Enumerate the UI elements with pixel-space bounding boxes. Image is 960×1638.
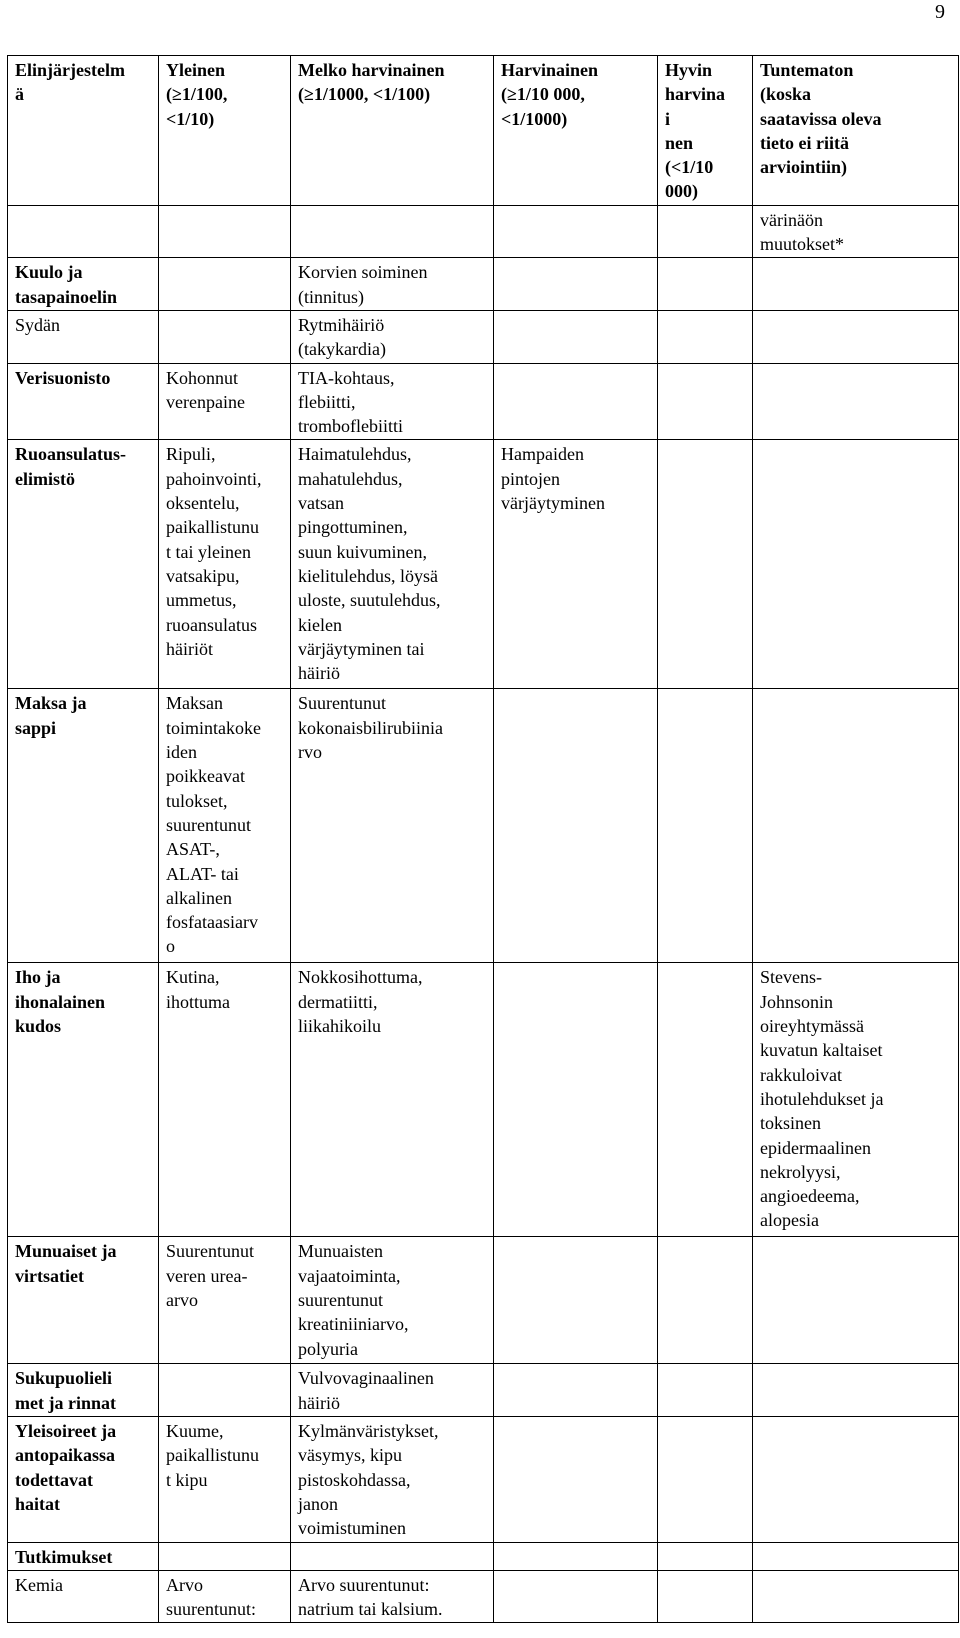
- very-rare-cell: [658, 1237, 753, 1364]
- very-rare-cell: [658, 689, 753, 963]
- organ-cell: Maksa ja sappi: [8, 689, 159, 963]
- organ-cell: Kemia: [8, 1570, 159, 1623]
- organ-cell: Tutkimukset: [8, 1542, 159, 1570]
- page-number: 9: [935, 1, 945, 23]
- very-rare-cell: [658, 1364, 753, 1417]
- rare-cell: [494, 310, 658, 363]
- unknown-cell: [753, 689, 959, 963]
- organ-cell: Yleisoireet ja antopaikassa todettavat haitat: [8, 1417, 159, 1542]
- table-row: [8, 1237, 959, 1364]
- organ-cell: Sukupuolieli met ja rinnat: [8, 1364, 159, 1417]
- rare-cell: [494, 689, 658, 963]
- uncommon-cell: Haimatulehdus, mahatulehdus, vatsan pingottuminen, suun kuivuminen, kielitulehdus, löysä uloste, suutulehdus, kielen värjäytyminen tai häiriö: [291, 440, 494, 689]
- unknown-cell: värinäön muutokset*: [753, 205, 959, 258]
- common-cell: Suurentunut veren urea- arvo: [159, 1237, 291, 1364]
- unknown-cell: [753, 1364, 959, 1417]
- rare-cell: [494, 1237, 658, 1364]
- table-row: [8, 205, 959, 258]
- uncommon-cell: Rytmihäiriö (takykardia): [291, 310, 494, 363]
- uncommon-cell: Arvo suurentunut: natrium tai kalsium.: [291, 1570, 494, 1623]
- rare-cell: [494, 363, 658, 440]
- uncommon-cell: Korvien soiminen (tinnitus): [291, 258, 494, 311]
- table-row: [8, 310, 959, 363]
- table-row: [8, 1364, 959, 1417]
- very-rare-cell: [658, 1542, 753, 1570]
- header-common: Yleinen (≥1/100, <1/10): [159, 56, 291, 206]
- organ-cell: Sydän: [8, 310, 159, 363]
- table-row: [8, 689, 959, 963]
- organ-cell: [8, 205, 159, 258]
- uncommon-cell: Kylmänväristykset, väsymys, kipu pistoskohdassa, janon voimistuminen: [291, 1417, 494, 1542]
- uncommon-cell: Suurentunut kokonaisbilirubiinia rvo: [291, 689, 494, 963]
- header-rare: Harvinainen (≥1/10 000, <1/1000): [494, 56, 658, 206]
- header-very-rare: Hyvin harvina i nen (<1/10 000): [658, 56, 753, 206]
- rare-cell: [494, 1417, 658, 1542]
- header-organ-system: Elinjärjestelm ä: [8, 56, 159, 206]
- header-unknown: Tuntematon (koska saatavissa oleva tieto ei riitä arviointiin): [753, 56, 959, 206]
- very-rare-cell: [658, 963, 753, 1237]
- rare-cell: [494, 205, 658, 258]
- common-cell: Ripuli, pahoinvointi, oksentelu, paikallistunu t tai yleinen vatsakipu, ummetus, ruoansulatus häiriöt: [159, 440, 291, 689]
- unknown-cell: [753, 1237, 959, 1364]
- header-uncommon: Melko harvinainen (≥1/1000, <1/100): [291, 56, 494, 206]
- rare-cell: [494, 1570, 658, 1623]
- unknown-cell: [753, 310, 959, 363]
- very-rare-cell: [658, 1570, 753, 1623]
- organ-cell: Kuulo ja tasapainoelin: [8, 258, 159, 311]
- uncommon-cell: Vulvovaginaalinen häiriö: [291, 1364, 494, 1417]
- table-row: [8, 963, 959, 1237]
- rare-cell: Hampaiden pintojen värjäytyminen: [494, 440, 658, 689]
- organ-cell: Iho ja ihonalainen kudos: [8, 963, 159, 1237]
- common-cell: Maksan toimintakoke iden poikkeavat tulokset, suurentunut ASAT-, ALAT- tai alkalinen fosfataasiarv o: [159, 689, 291, 963]
- rare-cell: [494, 1364, 658, 1417]
- adverse-reactions-table: [7, 55, 959, 1623]
- table-row: [8, 440, 959, 689]
- very-rare-cell: [658, 258, 753, 311]
- unknown-cell: [753, 1417, 959, 1542]
- unknown-cell: Stevens- Johnsonin oireyhtymässä kuvatun kaltaiset rakkuloivat ihotulehdukset ja toksinen epidermaalinen nekrolyysi, angioedeema, alopesia: [753, 963, 959, 1237]
- rare-cell: [494, 963, 658, 1237]
- very-rare-cell: [658, 205, 753, 258]
- common-cell: [159, 258, 291, 311]
- uncommon-cell: [291, 1542, 494, 1570]
- table-row: [8, 1417, 959, 1542]
- unknown-cell: [753, 363, 959, 440]
- rare-cell: [494, 258, 658, 311]
- very-rare-cell: [658, 363, 753, 440]
- rare-cell: [494, 1542, 658, 1570]
- unknown-cell: [753, 1542, 959, 1570]
- uncommon-cell: Nokkosihottuma, dermatiitti, liikahikoilu: [291, 963, 494, 1237]
- common-cell: Kuume, paikallistunu t kipu: [159, 1417, 291, 1542]
- table-header-row: [8, 56, 959, 206]
- table-row: [8, 1570, 959, 1623]
- organ-cell: Munuaiset ja virtsatiet: [8, 1237, 159, 1364]
- common-cell: Kohonnut verenpaine: [159, 363, 291, 440]
- common-cell: [159, 205, 291, 258]
- common-cell: Kutina, ihottuma: [159, 963, 291, 1237]
- common-cell: [159, 1364, 291, 1417]
- organ-cell: Ruoansulatus- elimistö: [8, 440, 159, 689]
- table-row: [8, 1542, 959, 1570]
- organ-cell: Verisuonisto: [8, 363, 159, 440]
- common-cell: [159, 1542, 291, 1570]
- common-cell: [159, 310, 291, 363]
- uncommon-cell: Munuaisten vajaatoiminta, suurentunut kreatiniiniarvo, polyuria: [291, 1237, 494, 1364]
- common-cell: Arvo suurentunut:: [159, 1570, 291, 1623]
- very-rare-cell: [658, 440, 753, 689]
- uncommon-cell: [291, 205, 494, 258]
- unknown-cell: [753, 440, 959, 689]
- table-row: [8, 363, 959, 440]
- unknown-cell: [753, 1570, 959, 1623]
- table-row: [8, 258, 959, 311]
- very-rare-cell: [658, 1417, 753, 1542]
- unknown-cell: [753, 258, 959, 311]
- uncommon-cell: TIA-kohtaus, flebiitti, tromboflebiitti: [291, 363, 494, 440]
- very-rare-cell: [658, 310, 753, 363]
